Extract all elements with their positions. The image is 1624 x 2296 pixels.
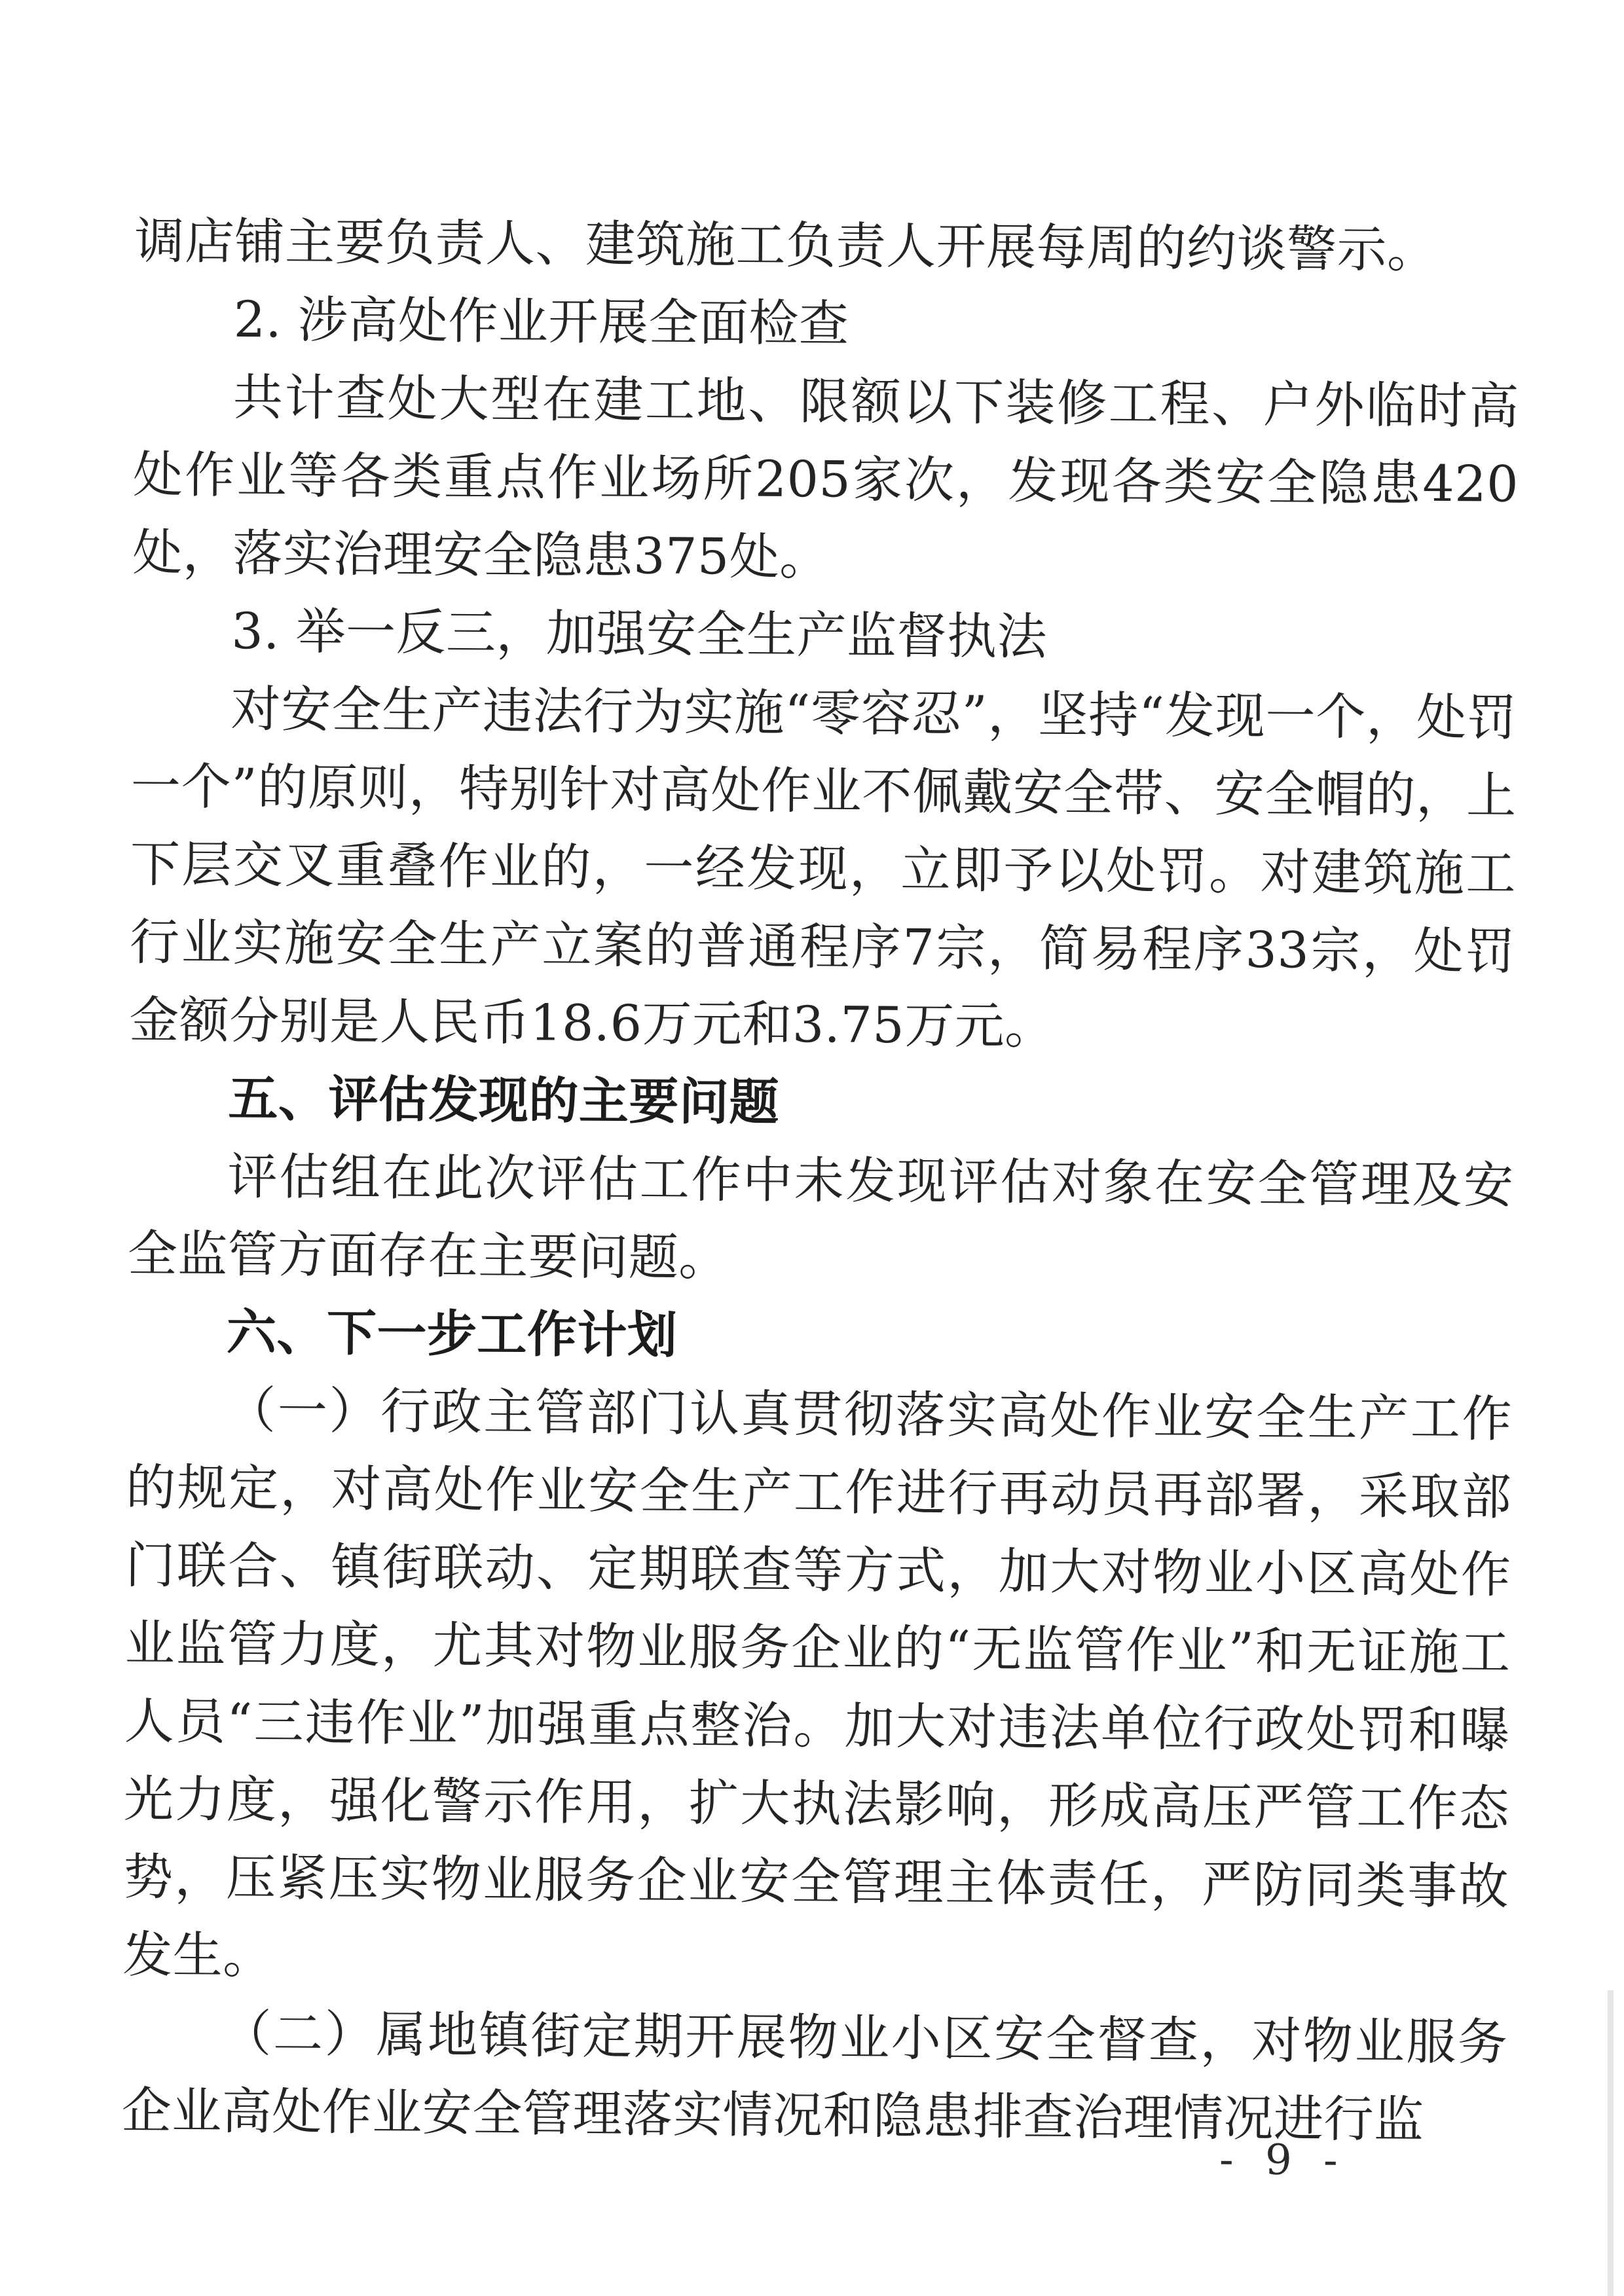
section-5-body: 评估组在此次评估工作中未发现评估对象在安全管理及安全监管方面存在主要问题。: [127, 1147, 1514, 1287]
subitem-2-body: 共计查处大型在建工地、限额以下装修工程、户外临时高处作业等各类重点作业场所205家次，发现各类安全隐患420处，落实治理安全隐患375处。: [132, 368, 1520, 587]
section-6-item-1: （一）行政主管部门认真贯彻落实高处作业安全生产工作的规定，对高处作业安全生产工作进行再动员再部署，采取部门联合、镇街联动、定期联查等方式，加大对物业小区高处作业监管力度，尤其对物业服务企业的“无监管作业”和无证施工人员“三违作业”加强重点整治。加大对违法单位行政处罚和曝光力度，强化警示作用，扩大执法影响，形成高压严管工作态势，压紧压实物业服务企业安全管理主体责任，严防同类事故发生。: [122, 1381, 1513, 1985]
section-6-item-2: （二）属地镇街定期开展物业小区安全督查，对物业服务企业高处作业安全管理落实情况和隐患排查治理情况进行监: [121, 2003, 1508, 2149]
section-5-heading: 五、评估发现的主要问题: [228, 1069, 780, 1131]
scan-edge-artifact: [1608, 1990, 1614, 2296]
subitem-3-title: 3. 举一反三，加强安全生产监督执法: [231, 602, 1048, 666]
document-body: [121, 202, 1521, 2159]
page-number: - 9 -: [1219, 2136, 1347, 2185]
section-6-heading: 六、下一步工作计划: [226, 1303, 678, 1364]
paragraph-continuation: 调店铺主要负责人、建筑施工负责人开展每周的约谈警示。: [134, 211, 1437, 279]
subitem-3-body: 对安全生产违法行为实施“零容忍”，坚持“发现一个，处罚一个”的原则，特别针对高处作业不佩戴安全带、安全帽的，上下层交叉重叠作业的，一经发现，立即予以处罚。对建筑施工行业实施安全生产立案的普通程序7宗，简易程序33宗，处罚金额分别是人民币18.6万元和3.75万元。: [128, 680, 1517, 1055]
subitem-2-title: 2. 涉高处作业开展全面检查: [233, 290, 849, 353]
